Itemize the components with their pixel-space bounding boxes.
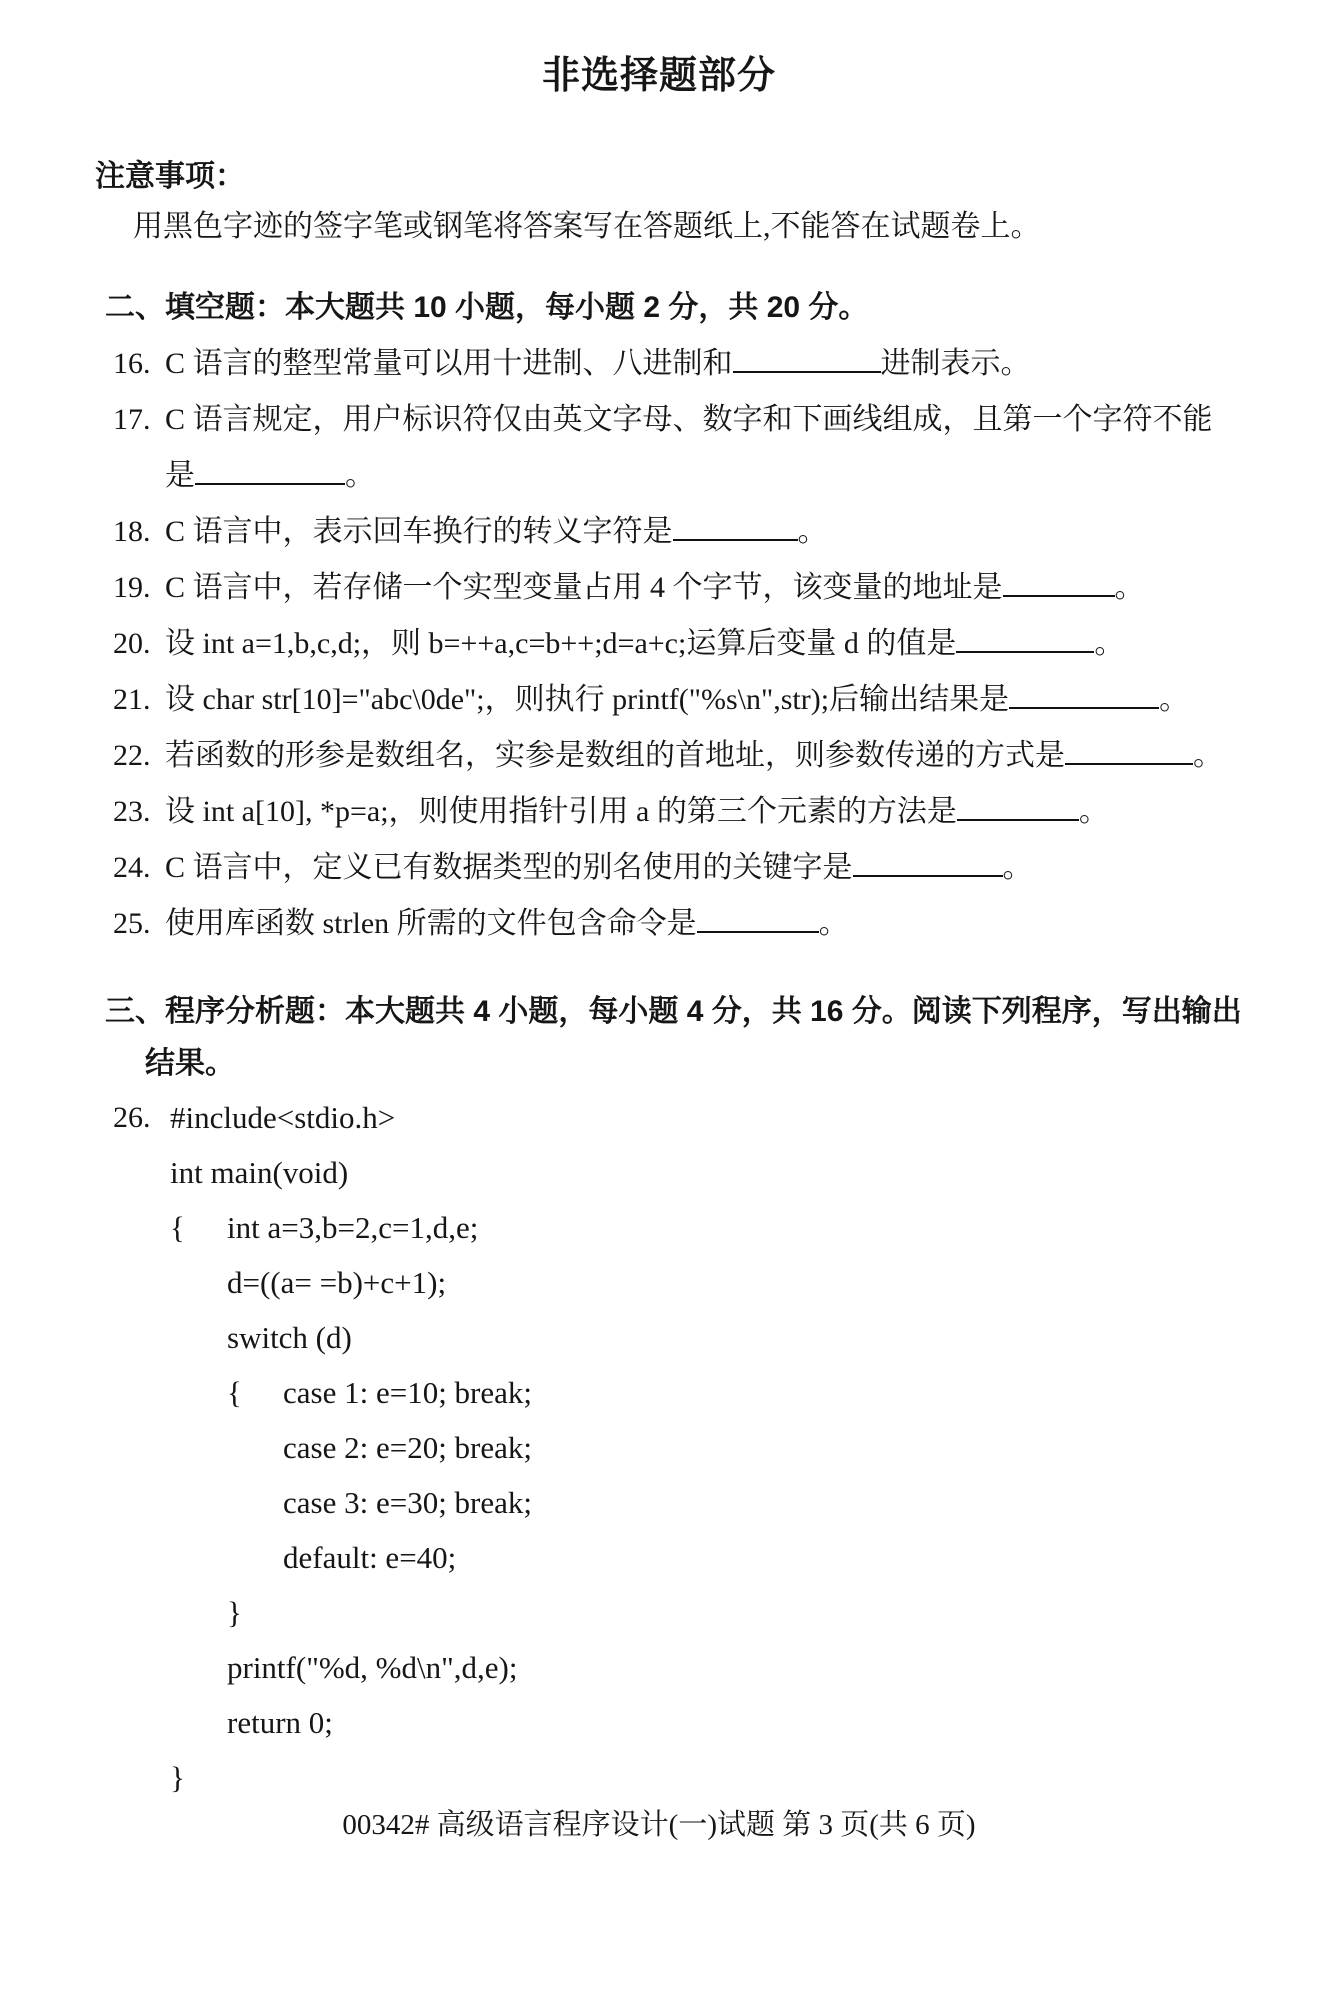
question-text-segment: 设 int a=1,b,c,d;，则 b=++a,c=b++;d=a+c;运算后变量 d 的值是 [165,627,957,660]
section-program-heading-line2: 结果。 [145,1047,235,1080]
question-text-segment: 。 [1002,851,1033,884]
code-line [170,1530,1318,1585]
code-line [170,1695,1318,1750]
code-line [170,1640,1318,1695]
answer-blank [195,455,345,486]
code-line [170,1365,1318,1420]
question-text [165,560,1318,616]
question-text-segment: 。 [1159,683,1190,716]
code-text: int a=3,b=2,c=1,d,e; [227,1210,479,1245]
question-text [165,728,1318,784]
code-text: case 2: e=20; break; [283,1430,533,1465]
question-text-segment: 使用库函数 strlen 所需的文件包含命令是 [165,907,697,940]
question-number: 21. [113,683,151,716]
notice-heading: 注意事项： [95,160,245,193]
code-line [170,1145,1318,1200]
code-line [170,1310,1318,1365]
question-text [165,784,1318,840]
question-text [165,616,1318,672]
answer-blank [1065,735,1193,766]
question-number: 18. [113,515,151,548]
question-row [113,336,1318,392]
question-26-code-block [170,1090,1318,1805]
code-text: default: e=40; [283,1540,457,1575]
question-text [165,392,1318,504]
question-number: 22. [113,739,151,772]
fill-in-questions [113,336,1318,952]
code-text: } [170,1760,185,1795]
answer-blank [957,791,1079,822]
question-row [113,616,1318,672]
section-fill-heading: 二、填空题：本大题共 10 小题，每小题 2 分，共 20 分。 [105,291,869,324]
question-text [165,672,1318,728]
question-text-segment: 。 [1193,739,1223,772]
answer-blank [673,511,798,542]
question-row [113,672,1318,728]
question-number: 16. [113,347,151,380]
answer-blank [956,623,1094,654]
question-text-segment: 若函数的形参是数组名，实参是数组的首地址，则参数传递的方式是 [165,739,1065,772]
code-text: printf("%d, %d\n",d,e); [227,1650,518,1685]
question-number: 23. [113,795,151,828]
question-text-segment: 。 [818,907,849,940]
question-number: 20. [113,627,151,660]
question-text-segment: C 语言规定，用户标识符仅由英文字母、数字和下画线组成，且第一个字符不能 [165,403,1213,436]
question-text-segment: C 语言中，若存储一个实型变量占用 4 个字节，该变量的地址是 [165,571,1003,604]
question-row [113,728,1318,784]
answer-blank [1009,679,1159,710]
page-title: 非选择题部分 [541,55,776,97]
question-number: 19. [113,571,151,604]
notice-body: 用黑色字迹的签字笔或钢笔将答案写在答题纸上,不能答在试题卷上。 [133,210,1041,243]
question-text-segment: 设 int a[10], *p=a;，则使用指针引用 a 的第三个元素的方法是 [165,795,957,828]
code-line [170,1420,1318,1475]
code-line [170,1090,1318,1145]
question-text-segment: C 语言的整型常量可以用十进制、八进制和 [165,347,733,380]
question-row [113,784,1318,840]
code-text: return 0; [227,1705,333,1740]
code-text: switch (d) [227,1320,352,1355]
answer-blank [1003,567,1115,598]
question-text-segment: 是 [165,459,195,492]
question-number: 25. [113,907,151,940]
code-text: } [227,1595,242,1630]
answer-blank [697,903,819,934]
question-text-segment: C 语言中，定义已有数据类型的别名使用的关键字是 [165,851,853,884]
question-text-segment: C 语言中，表示回车换行的转义字符是 [165,515,673,548]
page-footer: 00342# 高级语言程序设计(一)试题 第 3 页(共 6 页) [342,1809,976,1841]
question-row [113,504,1318,560]
code-line [170,1475,1318,1530]
question-text [165,336,1318,392]
answer-blank [733,343,881,374]
question-text-segment: 。 [1094,627,1125,660]
code-text: d=((a= =b)+c+1); [227,1265,447,1300]
question-row [113,896,1318,952]
section-program-heading-line1: 三、程序分析题：本大题共 4 小题，每小题 4 分，共 16 分。阅读下列程序，写出输出 [105,995,1242,1028]
question-26-row [113,1090,1318,1805]
question-text-segment: 。 [797,515,828,548]
code-line [170,1255,1318,1310]
question-text [165,504,1318,560]
code-line [170,1585,1318,1640]
code-brace: { [227,1375,242,1410]
question-text-segment: 进制表示。 [880,347,1031,380]
question-text-segment: 。 [345,459,375,492]
code-text: case 3: e=30; break; [283,1485,533,1520]
question-row [113,840,1318,896]
code-text: #include<stdio.h> [170,1100,396,1135]
question-row [113,560,1318,616]
question-text-segment: 。 [1114,571,1145,604]
code-text: case 1: e=10; break; [283,1375,533,1410]
question-number: 17. [113,403,151,436]
question-row [113,392,1318,504]
question-text-segment: 设 char str[10]="abc\0de";，则执行 printf("%s\n",str);后输出结果是 [165,683,1010,716]
answer-blank [853,847,1003,878]
code-text: int main(void) [170,1155,349,1190]
section-program-heading [105,986,1318,1090]
question-text [165,840,1318,896]
code-line [170,1750,1318,1805]
question-26-number: 26. [113,1101,151,1134]
code-line [170,1200,1318,1255]
question-text [165,896,1318,952]
question-text-segment: 。 [1078,795,1109,828]
code-brace: { [170,1210,185,1245]
question-number: 24. [113,851,151,884]
